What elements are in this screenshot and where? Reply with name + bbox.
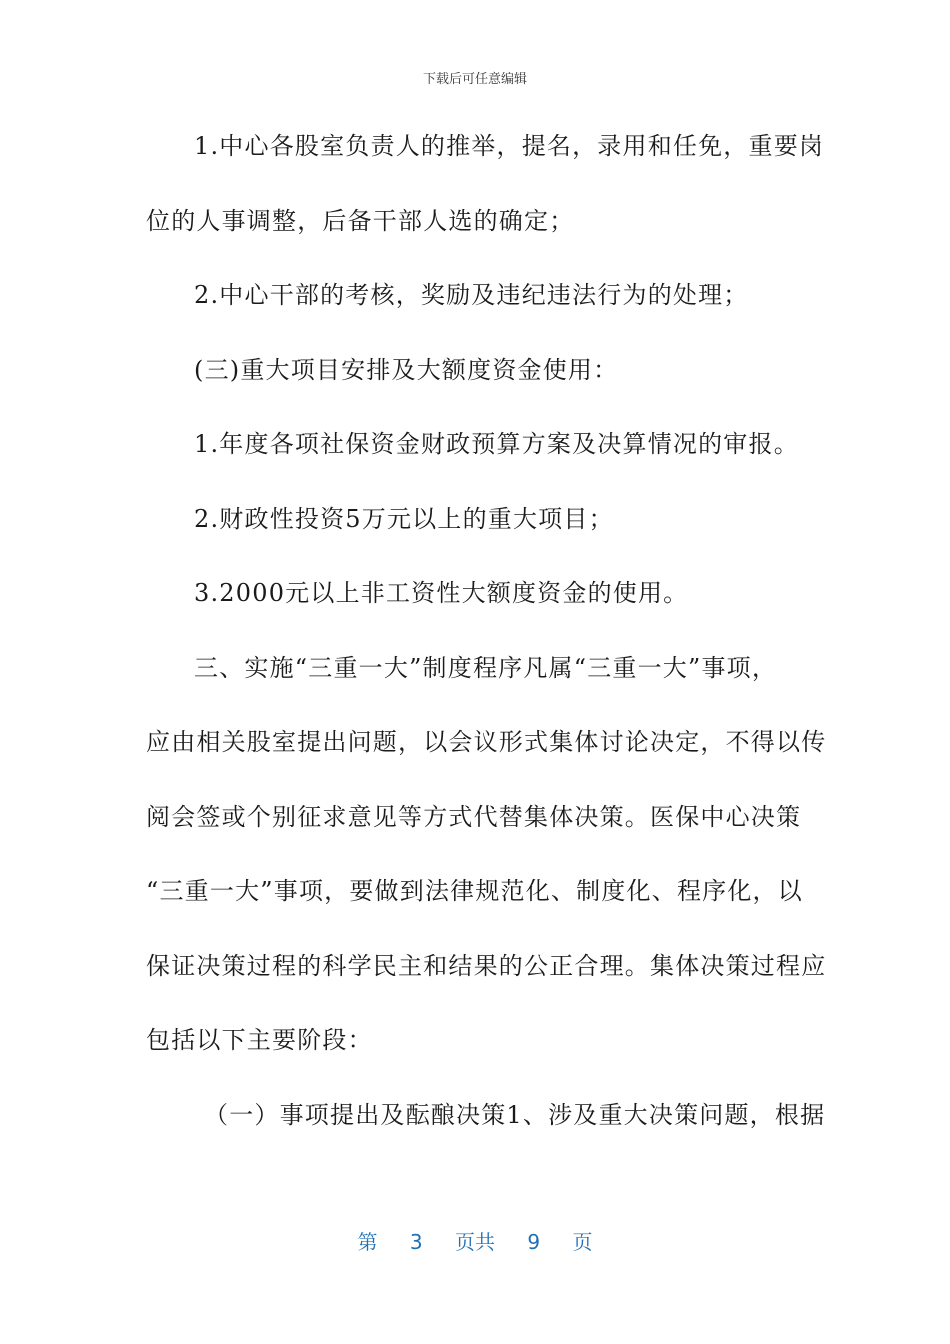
paragraph-line: 三、实施“三重一大”制度程序凡属“三重一大”事项，: [194, 653, 778, 682]
paragraph-line: 2.中心干部的考核，奖励及违纪违法行为的处理；: [194, 281, 749, 309]
document-body: [146, 124, 827, 1167]
paragraph-line: 1.中心各股室负责人的推举，提名，录用和任免，重要岗: [194, 132, 825, 160]
footer-total-pages: 9: [527, 1230, 541, 1254]
paragraph-line: 保证决策过程的科学民主和结果的公正合理。集体决策过程应: [146, 951, 827, 980]
page-number-footer: [0, 1226, 950, 1255]
paragraph-line: 3.2000元以上非工资性大额度资金的使用。: [194, 579, 689, 607]
paragraph-line: 2.财政性投资5万元以上的重大项目；: [194, 504, 614, 533]
paragraph-line: 阅会签或个别征求意见等方式代替集体决策。医保中心决策: [146, 802, 802, 831]
footer-current-page: 3: [409, 1230, 423, 1254]
paragraph-line: 应由相关股室提出问题，以会议形式集体讨论决定，不得以传: [146, 728, 827, 756]
header-note: 下载后可任意编辑: [422, 72, 527, 87]
paragraph-line: “三重一大”事项，要做到法律规范化、制度化、程序化，以: [146, 877, 803, 905]
section-heading: (三)重大项目安排及大额度资金使用：: [194, 355, 619, 384]
paragraph-line: 位的人事调整，后备干部人选的确定；: [146, 206, 575, 235]
footer-middle: 页共: [455, 1230, 495, 1254]
footer-prefix: 第: [357, 1230, 378, 1254]
paragraph-line: 1.年度各项社保资金财政预算方案及决算情况的审报。: [194, 430, 799, 458]
paragraph-line: （一）事项提出及酝酿决策1、涉及重大决策问题，根据: [204, 1100, 826, 1129]
footer-suffix: 页: [572, 1230, 593, 1254]
paragraph-line: 包括以下主要阶段：: [146, 1026, 373, 1054]
